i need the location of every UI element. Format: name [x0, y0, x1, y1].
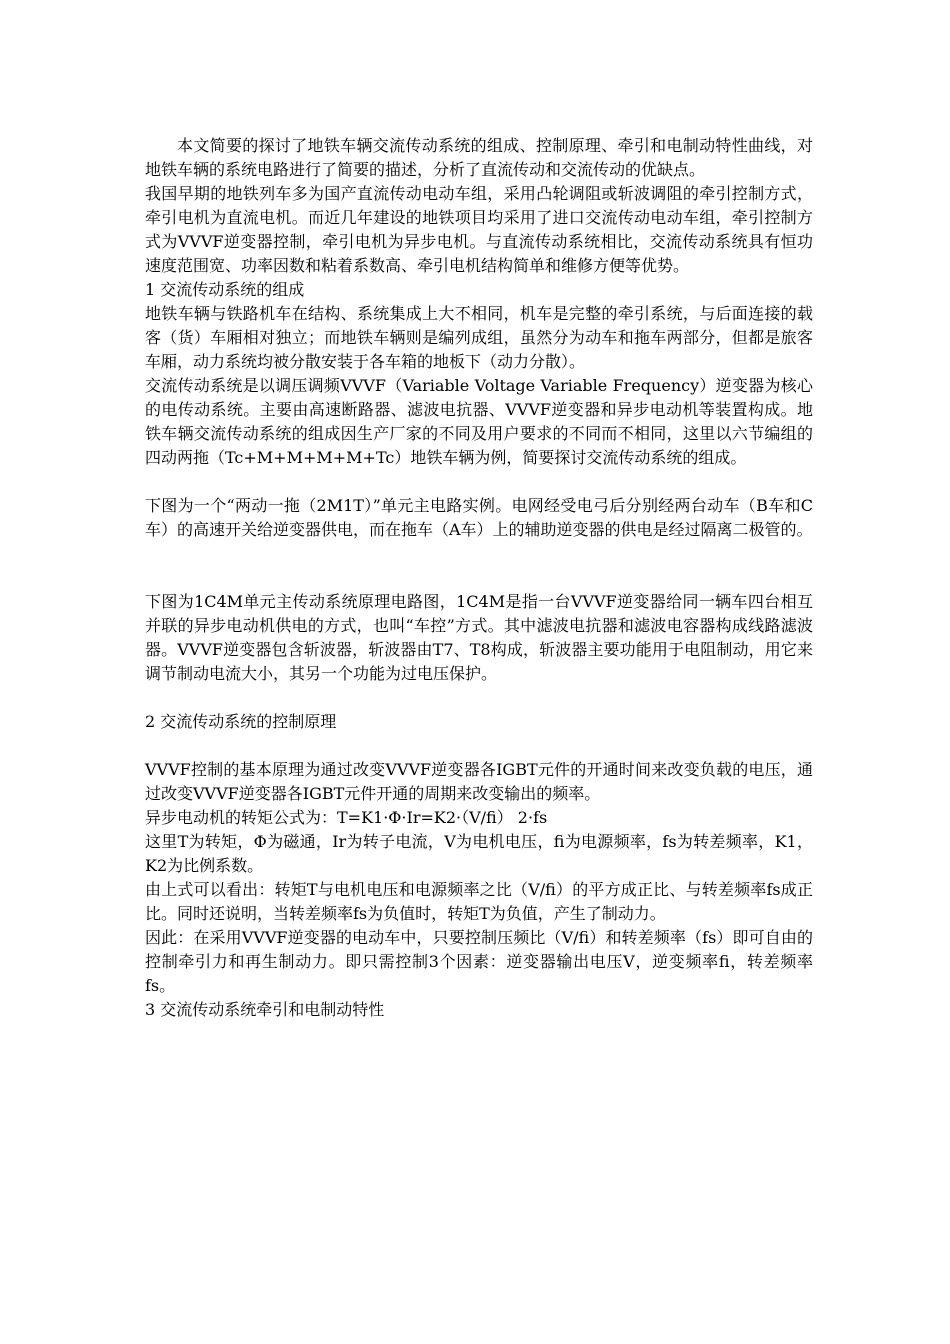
body-paragraph: 这里T为转矩，Φ为磁通，Ir为转子电流，V为电机电压，fi为电源频率，fs为转差频率，K1，K2为比例系数。 [145, 832, 813, 875]
body-paragraph: 地铁车辆与铁路机车在结构、系统集成上大不相同，机车是完整的牵引系统，与后面连接的载客（货）车厢相对独立；而地铁车辆则是编列成组，虽然分为动车和拖车两部分，但都是旅客车厢，动力系统均被分散安装于各车箱的地板下（动力分散）。 [145, 304, 813, 371]
section-heading-1: 1 交流传动系统的组成 [145, 280, 305, 299]
section-heading-2: 2 交流传动系统的控制原理 [145, 712, 337, 731]
body-paragraph: VVVF控制的基本原理为通过改变VVVF逆变器各IGBT元件的开通时间来改变负载的电压，通过改变VVVF逆变器各IGBT元件开通的周期来改变输出的频率。 [145, 760, 813, 803]
body-paragraph: 由上式可以看出：转矩T与电机电压和电源频率之比（V/fi）的平方成正比、与转差频率fs成正比。同时还说明，当转差频率fs为负值时，转矩T为负值，产生了制动力。 [145, 880, 813, 923]
section-heading-3: 3 交流传动系统牵引和电制动特性 [145, 1000, 385, 1019]
abstract-paragraph: 本文简要的探讨了地铁车辆交流传动系统的组成、控制原理、牵引和电制动特性曲线，对地铁车辆的系统电路进行了简要的描述，分析了直流传动和交流传动的优缺点。 [145, 136, 813, 179]
intro-paragraph: 我国早期的地铁列车多为国产直流传动电动车组，采用凸轮调阻或斩波调阻的牵引控制方式，牵引电机为直流电机。而近几年建设的地铁项目均采用了进口交流传动电动车组，牵引控制方式为VVVF逆变器控制，牵引电机为异步电机。与直流传动系统相比，交流传动系统具有恒功速度范围宽、功率因数和粘着系数高、牵引电机结构简单和维修方便等优势。 [145, 184, 813, 275]
body-paragraph: 下图为1C4M单元主传动系统原理电路图，1C4M是指一台VVVF逆变器给同一辆车四台相互并联的异步电动机供电的方式，也叫“车控”方式。其中滤波电抗器和滤波电容器构成线路滤波器。VVVF逆变器包含斩波器，斩波器由T7、T8构成，斩波器主要功能用于电阻制动，用它来调节制动电流大小，其另一个功能为过电压保护。 [145, 592, 813, 683]
formula-paragraph: 异步电动机的转矩公式为：T=K1·Φ·Ir=K2·（V/fi） 2·fs [145, 808, 548, 827]
body-paragraph: 交流传动系统是以调压调频VVVF（Variable Voltage Variable Frequency）逆变器为核心的电传动系统。主要由高速断路器、滤波电抗器、VVVF逆变器和异步电动机等装置构成。地铁车辆交流传动系统的组成因生产厂家的不同及用户要求的不同而不相同，这里以六节编组的四动两拖（Tc+M+M+M+M+Tc）地铁车辆为例，简要探讨交流传动系统的组成。 [145, 376, 813, 467]
body-paragraph: 因此：在采用VVVF逆变器的电动车中，只要控制压频比（V/fi）和转差频率（fs）即可自由的控制牵引力和再生制动力。即只需控制3个因素：逆变器输出电压V，逆变频率fi，转差频率fs。 [145, 928, 813, 995]
body-paragraph: 下图为一个“两动一拖（2M1T）”单元主电路实例。电网经受电弓后分别经两台动车（B车和C车）的高速开关给逆变器供电，而在拖车（A车）上的辅助逆变器的供电是经过隔离二极管的。 [145, 496, 813, 539]
document-body [145, 134, 813, 1022]
